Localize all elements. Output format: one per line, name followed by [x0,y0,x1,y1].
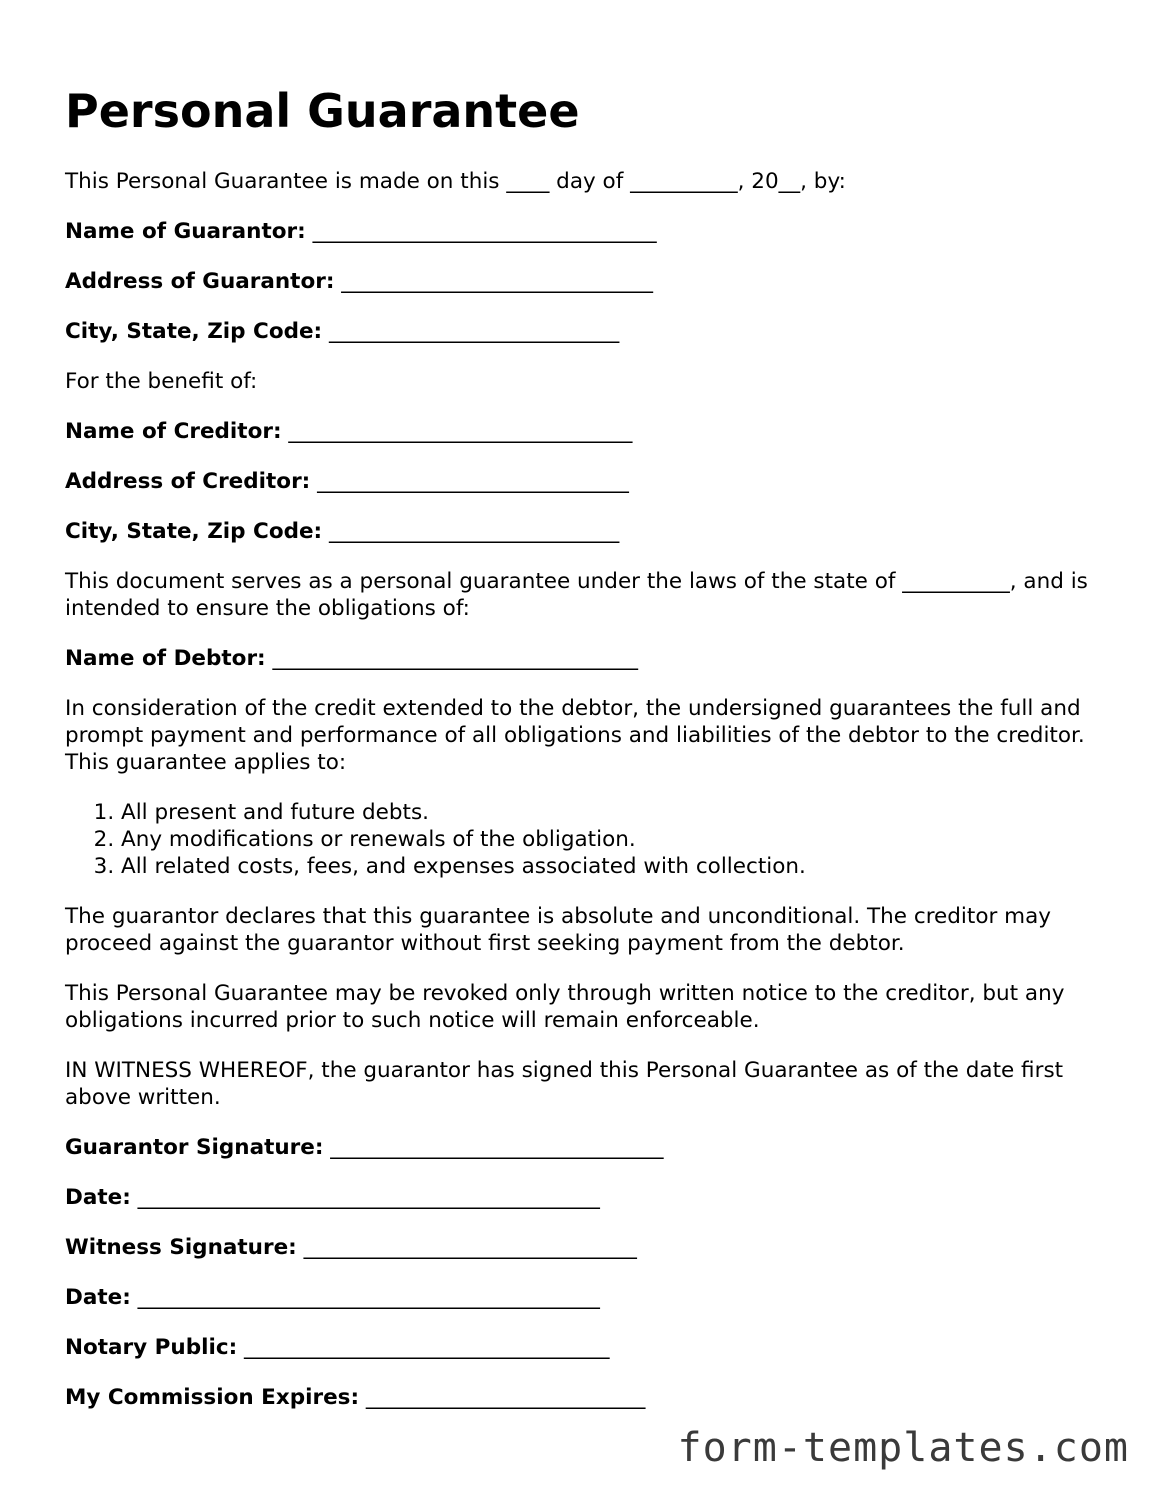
witness-signature-blank[interactable]: _______________________________ [303,1235,637,1260]
witness-signature-line [65,1234,637,1261]
guarantor-city-blank[interactable]: ___________________________ [329,319,620,344]
list-item: 1. All present and future debts. [121,799,806,826]
watermark: form-templates.com [677,1425,1129,1471]
creditor-address-label: Address of Creditor: [65,469,311,494]
creditor-city-line [65,518,619,545]
creditor-name-label: Name of Creditor: [65,419,282,444]
debtor-name-line [65,645,638,672]
date-line-2 [65,1284,600,1311]
debtor-name-label: Name of Debtor: [65,646,266,671]
page-title: Personal Guarantee [65,84,580,138]
laws-paragraph: This document serves as a personal guarantee under the laws of the state of __________, and is intended to ensure the obligations of: [65,569,1088,621]
list-item: 3. All related costs, fees, and expenses associated with collection. [121,853,806,880]
guarantor-address-line [65,268,653,295]
guarantor-address-label: Address of Guarantor: [65,269,335,294]
commission-expires-line [65,1384,645,1411]
guarantor-address-blank[interactable]: _____________________________ [341,269,654,294]
creditor-city-label: City, State, Zip Code: [65,519,323,544]
date-blank-2[interactable]: ___________________________________________ [137,1285,600,1310]
guarantor-signature-line [65,1134,664,1161]
guarantor-city-line [65,318,619,345]
date-line-1 [65,1184,600,1211]
revoke-paragraph: This Personal Guarantee may be revoked only through written notice to the creditor, but any obligations incurred prior to such notice will remain enforceable. [65,981,1065,1033]
creditor-address-line [65,468,629,495]
commission-expires-label: My Commission Expires: [65,1385,360,1410]
notary-public-label: Notary Public: [65,1335,238,1360]
date-blank-1[interactable]: ___________________________________________ [137,1185,600,1210]
creditor-name-line [65,418,632,445]
guarantor-name-blank[interactable]: ________________________________ [312,219,657,244]
notary-public-line [65,1334,610,1361]
absolute-paragraph: The guarantor declares that this guarantee is absolute and unconditional. The creditor may proceed against the guarantor without first seeking payment from the debtor. [65,904,1052,956]
creditor-city-blank[interactable]: ___________________________ [329,519,620,544]
creditor-address-blank[interactable]: _____________________________ [317,469,629,494]
commission-expires-blank[interactable]: __________________________ [365,1385,646,1410]
date-label-2: Date: [65,1285,131,1310]
guarantor-signature-label: Guarantor Signature: [65,1135,324,1160]
guarantor-name-label: Name of Guarantor: [65,219,306,244]
list-item: 2. Any modifications or renewals of the obligation. [121,826,806,853]
debtor-name-blank[interactable]: __________________________________ [272,646,638,671]
consideration-paragraph: In consideration of the credit extended to the debtor, the undersigned guarantees the full and prompt payment and performance of all obligations and liabilities of the debtor to the creditor. This guarantee applies to: [65,696,1085,775]
guarantor-signature-blank[interactable]: _______________________________ [330,1135,664,1160]
creditor-name-blank[interactable]: ________________________________ [288,419,633,444]
applies-to-list [65,799,806,880]
witness-signature-label: Witness Signature: [65,1235,297,1260]
notary-public-blank[interactable]: __________________________________ [244,1335,610,1360]
date-label-1: Date: [65,1185,131,1210]
guarantor-city-label: City, State, Zip Code: [65,319,323,344]
intro-line: This Personal Guarantee is made on this ____ day of __________, 20__, by: [65,169,846,194]
guarantor-name-line [65,218,657,245]
benefit-of-line: For the benefit of: [65,369,258,394]
witness-paragraph: IN WITNESS WHEREOF, the guarantor has signed this Personal Guarantee as of the date first above written. [65,1058,1064,1110]
